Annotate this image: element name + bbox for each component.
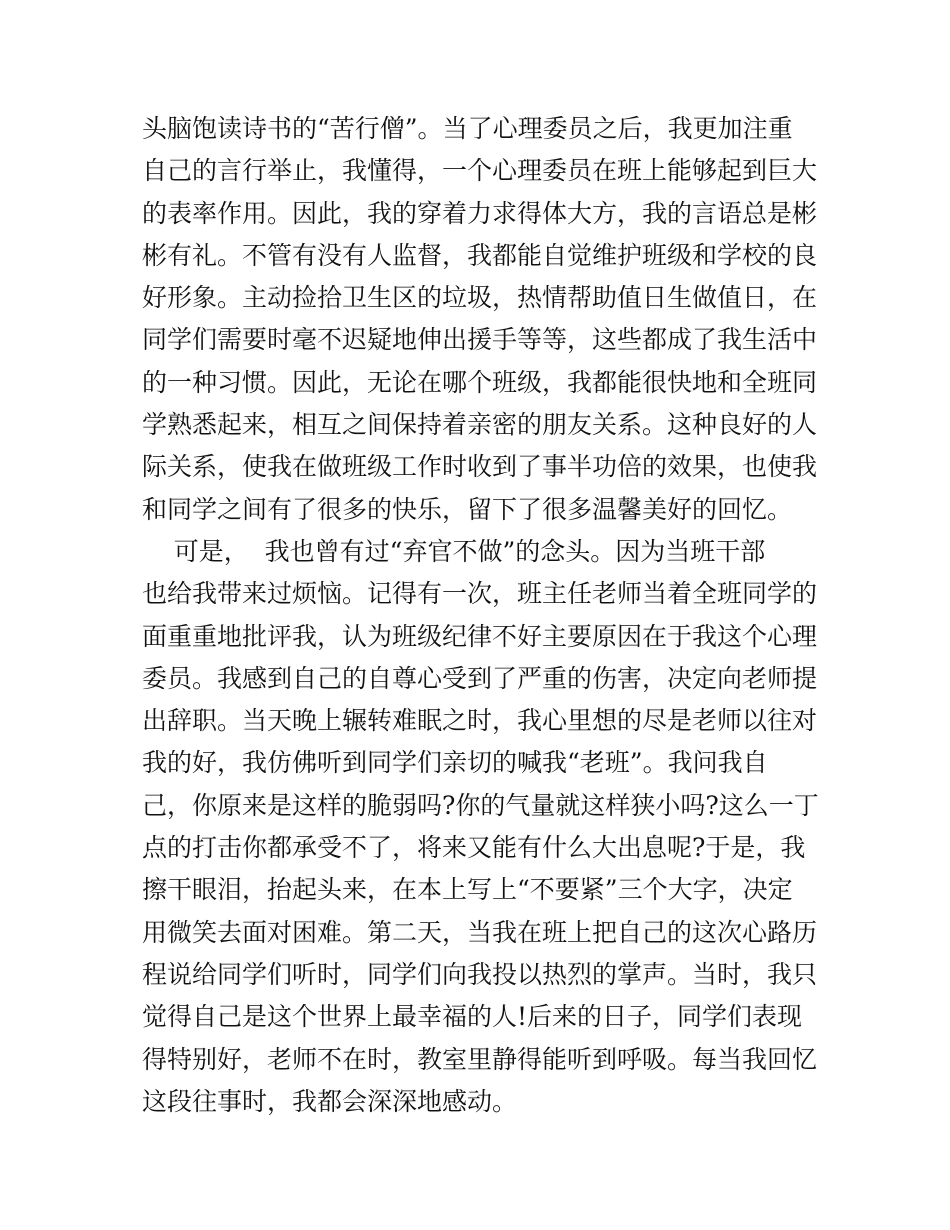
text-line: 际关系，使我在做班级工作时收到了事半功倍的效果，也使我 — [142, 452, 818, 482]
text-line: 同学们需要时毫不迟疑地伸出援手等等，这些都成了我生活中 — [142, 325, 818, 355]
text-line: 己，你原来是这样的脆弱吗?你的气量就这样狭小吗?这么一丁 — [142, 790, 819, 820]
text-line: 点的打击你都承受不了，将来又能有什么大出息呢?于是，我 — [142, 833, 806, 863]
text-line: 好形象。主动捡拾卫生区的垃圾，热情帮助值日生做值日，在 — [142, 283, 818, 313]
text-line: 彬有礼。不管有没有人监督，我都能自觉维护班级和学校的良 — [142, 240, 818, 270]
text-line: 出辞职。当天晚上辗转难眠之时，我心里想的尽是老师以往对 — [142, 706, 818, 736]
text-line: 自己的言行举止，我懂得，一个心理委员在班上能够起到巨大 — [142, 156, 818, 186]
text-line: 委员。我感到自己的自尊心受到了严重的伤害，决定向老师提 — [142, 663, 818, 693]
text-line: 得特别好，老师不在时，教室里静得能听到呼吸。每当我回忆 — [142, 1044, 818, 1074]
text-line: 的一种习惯。因此，无论在哪个班级，我都能很快地和全班同 — [142, 367, 818, 397]
text-line: 学熟悉起来，相互之间保持着亲密的朋友关系。这种良好的人 — [142, 410, 818, 440]
text-line: 用微笑去面对困难。第二天，当我在班上把自己的这次心路历 — [142, 917, 818, 947]
text-line: 觉得自己是这个世界上最幸福的人!后来的日子，同学们表现 — [142, 1002, 803, 1032]
text-line: 的表率作用。因此，我的穿着力求得体大方，我的言语总是彬 — [142, 198, 818, 228]
text-line: 我的好，我仿佛听到同学们亲切的喊我“老班”。我问我自 — [142, 748, 768, 778]
text-line: 面重重地批评我，认为班级纪律不好主要原因在于我这个心理 — [142, 621, 818, 651]
text-line: 这段往事时，我都会深深地感动。 — [142, 1086, 518, 1116]
text-line: 可是， 我也曾有过“弃官不做”的念头。因为当班干部 — [142, 536, 766, 566]
text-line: 也给我带来过烦恼。记得有一次，班主任老师当着全班同学的 — [142, 579, 818, 609]
text-line: 程说给同学们听时，同学们向我投以热烈的掌声。当时，我只 — [142, 959, 818, 989]
text-line: 擦干眼泪，抬起头来，在本上写上“不要紧”三个大字，决定 — [142, 875, 793, 905]
text-line: 和同学之间有了很多的快乐，留下了很多温馨美好的回忆。 — [142, 494, 793, 524]
body-text — [142, 108, 822, 1123]
text-line: 头脑饱读诗书的“苦行僧”。当了心理委员之后，我更加注重 — [142, 114, 793, 143]
